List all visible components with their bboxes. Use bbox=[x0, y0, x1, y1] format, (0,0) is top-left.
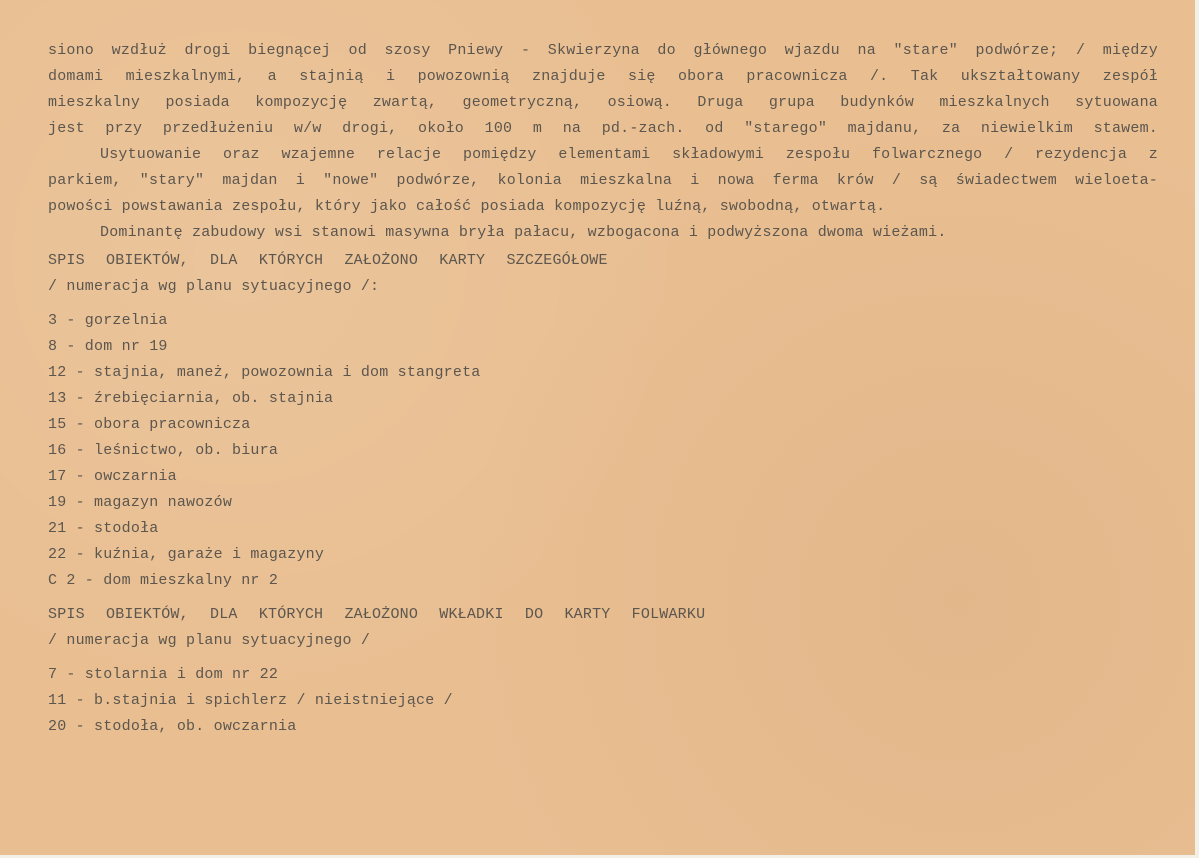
list-1-item: 19 - magazyn nawozów bbox=[48, 494, 233, 511]
paragraph-1-line-3: mieszkalny posiada kompozycję zwartą, geometryczną, osiową. Druga grupa budynków mieszkalnych sytuowana bbox=[48, 94, 1158, 111]
list-1-item: 22 - kuźnia, garaże i magazyny bbox=[48, 546, 325, 563]
list-1-item: 13 - źrebięciarnia, ob. stajnia bbox=[48, 390, 334, 407]
list-1-heading: SPIS OBIEKTÓW, DLA KTÓRYCH ZAŁOŻONO KARTY SZCZEGÓŁOWE bbox=[48, 252, 608, 269]
list-1-item: 17 - owczarnia bbox=[48, 468, 177, 485]
list-1-item: 8 - dom nr 19 bbox=[48, 338, 168, 355]
spacer bbox=[48, 594, 1158, 600]
paragraph-1-line-4: jest przy przedłużeniu w/w drogi, około 100 m na pd.-zach. od "starego" majdanu, za niewielkim stawem. bbox=[48, 120, 1158, 137]
list-1-item: 16 - leśnictwo, ob. biura bbox=[48, 442, 279, 459]
typed-text bbox=[48, 38, 1158, 740]
paragraph-2-line-2: parkiem, "stary" majdan i "nowe" podwórze, kolonia mieszkalna i nowa ferma krów / są świadectwem wieloeta- bbox=[48, 172, 1158, 189]
paragraph-1-line-1: siono wzdłuż drogi biegnącej od szosy Pniewy - Skwierzyna do głównego wjazdu na "stare" podwórze; / między bbox=[48, 42, 1158, 59]
list-1-item: 21 - stodoła bbox=[48, 520, 159, 537]
paragraph-3-line-1: Dominantę zabudowy wsi stanowi masywna bryła pałacu, wzbogacona i podwyższona dwoma wieżami. bbox=[100, 224, 947, 241]
list-1-item: 15 - obora pracownicza bbox=[48, 416, 251, 433]
list-2-item: 11 - b.stajnia i spichlerz / nieistniejące / bbox=[48, 692, 453, 709]
paragraph-1-line-2: domami mieszkalnymi, a stajnią i powozownią znajduje się obora pracownicza /. Tak ukształtowany zespół bbox=[48, 68, 1158, 85]
list-2-item: 20 - stodoła, ob. owczarnia bbox=[48, 718, 297, 735]
list-1-item: C 2 - dom mieszkalny nr 2 bbox=[48, 572, 279, 589]
list-2-item: 7 - stolarnia i dom nr 22 bbox=[48, 666, 279, 683]
list-2-subheading: / numeracja wg planu sytuacyjnego / bbox=[48, 632, 371, 649]
paragraph-2-line-3: powości powstawania zespołu, który jako całość posiada kompozycję luźną, swobodną, otwartą. bbox=[48, 198, 886, 215]
list-2-heading: SPIS OBIEKTÓW, DLA KTÓRYCH ZAŁOŻONO WKŁADKI DO KARTY FOLWARKU bbox=[48, 606, 706, 623]
paragraph-2-line-1: Usytuowanie oraz wzajemne relacje pomiędzy elementami składowymi zespołu folwarcznego / rezydencja z bbox=[100, 146, 1158, 163]
page-edge-right bbox=[1195, 0, 1199, 858]
list-1-item: 3 - gorzelnia bbox=[48, 312, 168, 329]
list-1-subheading: / numeracja wg planu sytuacyjnego /: bbox=[48, 278, 380, 295]
list-1-item: 12 - stajnia, maneż, powozownia i dom stangreta bbox=[48, 364, 481, 381]
